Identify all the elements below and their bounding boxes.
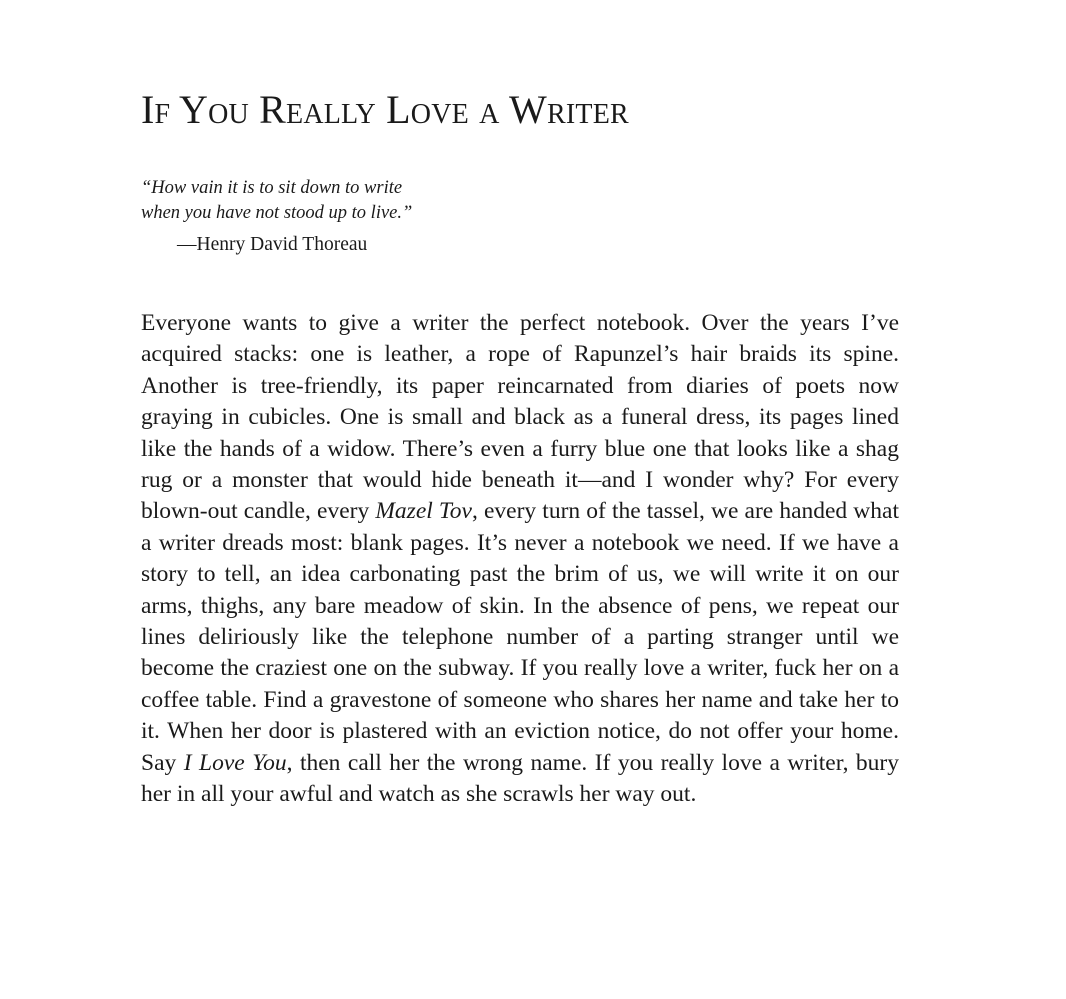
- poem-body-text-1: Everyone wants to give a writer the perfect notebook. Over the years I’ve acquired stacks: one is leather, a rope of Rapunzel’s hair braids its spine. Another is tree-friendly, its paper reincarnated from diaries of poets now graying in cubicles. One is small and black as a funeral dress, its pages lined like the hands of a widow. There’s even a furry blue one that looks like a shag rug or a monster that would hide beneath it—and I wonder why? For every blown-out candle, every: [141, 310, 899, 525]
- epigraph-quote-line-2: when you have not stood up to live.”: [141, 203, 413, 223]
- epigraph-attribution: —Henry David Thoreau: [177, 234, 368, 255]
- epigraph-quote-line-1: “How vain it is to sit down to write: [141, 178, 403, 198]
- poem-body-text-3: , then call her the wrong name. If you really love a writer, bury her in all your awful and watch as she scrawls her way out.: [141, 749, 900, 808]
- poem-page: [141, 86, 901, 834]
- poem-body-italic-i-love-you: I Love You: [183, 749, 287, 776]
- poem-body: [141, 308, 899, 811]
- poem-body-text-2: , every turn of the tassel, we are handed what a writer dreads most: blank pages. It’s never a notebook we need. If we have a story to tell, an idea carbonating past the brim of us, we will write it on our arms, thighs, any bare meadow of skin. In the absence of pens, we repeat our lines deliriously like the telephone number of a parting stranger until we become the craziest one on the subway. If you really love a writer, fuck her on a coffee table. Find a gravestone of someone who shares her name and take her to it. When her door is plastered with an eviction notice, do not offer your home. Say: [141, 498, 899, 776]
- poem-title: If You Really Love a Writer: [141, 87, 629, 132]
- poem-body-italic-mazel-tov: Mazel Tov: [375, 498, 472, 525]
- epigraph: [141, 176, 901, 258]
